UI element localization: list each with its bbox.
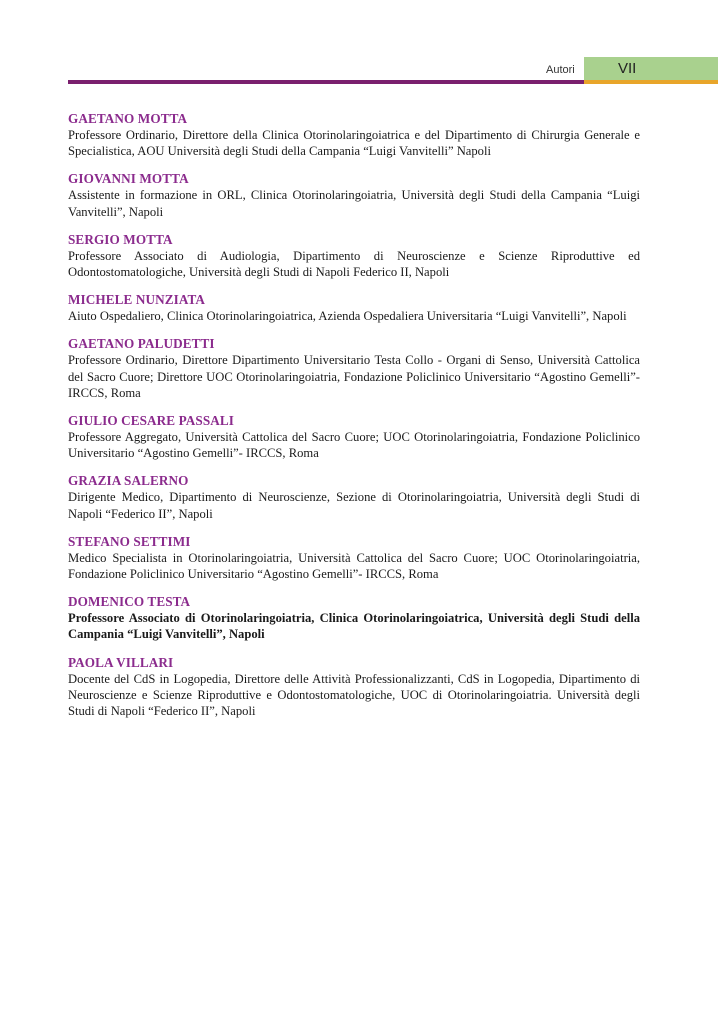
author-description: Professore Associato di Otorinolaringoiatria, Clinica Otorinolaringoiatrica, Università degli Studi della Campania “Luigi Vanvitelli”, Napoli	[68, 611, 640, 642]
author-name: GAETANO MOTTA	[68, 111, 188, 126]
author-entry	[68, 170, 640, 219]
author-list	[68, 110, 640, 730]
author-description: Professore Ordinario, Direttore Dipartimento Universitario Testa Collo - Organi di Senso, Università Cattolica del Sacro Cuore; Direttore UOC Otorinolaringoiatria, Fondazione Policlinico Universitario “Agostino Gemelli”- IRCCS, Roma	[68, 353, 640, 400]
author-entry	[68, 412, 640, 461]
header-rule-yellow	[584, 80, 718, 84]
author-description: Docente del CdS in Logopedia, Direttore delle Attività Professionalizzanti, CdS in Logopedia, Dipartimento di Neuroscienze e Scienze Riproduttive e Odontostomatologiche, UOC di Otorinolaringoiatria. Università degli Studi di Napoli “Federico II”, Napoli	[68, 671, 640, 719]
author-name: DOMENICO TESTA	[68, 594, 191, 610]
page-header	[0, 0, 718, 90]
author-description: Professore Associato di Audiologia, Dipartimento di Neuroscienze e Scienze Riproduttive ed Odontostomatologiche, Università degli Studi di Napoli Federico II, Napoli	[68, 248, 640, 280]
author-name: PAOLA VILLARI	[68, 654, 174, 670]
author-entry	[68, 593, 640, 642]
author-entry	[68, 110, 640, 159]
author-name: GAETANO PALUDETTI	[68, 336, 215, 352]
header-rule-purple	[68, 80, 584, 84]
page-number: VII	[584, 57, 718, 81]
author-name: GIULIO CESARE PASSALI	[68, 413, 235, 429]
author-description: Professore Aggregato, Università Cattolica del Sacro Cuore; UOC Otorinolaringoiatria, Fondazione Policlinico Universitario “Agostino Gemelli”- IRCCS, Roma	[68, 430, 640, 461]
author-name: GRAZIA SALERNO	[68, 473, 189, 489]
author-description: Assistente in formazione in ORL, Clinica Otorinolaringoiatria, Università degli Studi della Campania “Luigi Vanvitelli”, Napoli	[68, 188, 640, 219]
author-name: STEFANO SETTIMI	[68, 533, 191, 549]
author-name: MICHELE NUNZIATA	[68, 292, 206, 308]
author-description: Medico Specialista in Otorinolaringoiatria, Università Cattolica del Sacro Cuore; UOC Otorinolaringoiatria, Fondazione Policlinico Universitario “Agostino Gemelli”- IRCCS, Roma	[68, 550, 640, 582]
author-entry	[68, 335, 640, 401]
author-description: Dirigente Medico, Dipartimento di Neuroscienze, Sezione di Otorinolaringoiatria, Università degli Studi di Napoli “Federico II”, Napoli	[68, 490, 640, 521]
author-entry	[68, 533, 640, 582]
author-description: Aiuto Ospedaliero, Clinica Otorinolaringoiatrica, Azienda Ospedaliera Universitaria “Luigi Vanvitelli”, Napoli	[68, 309, 627, 324]
section-label: Autori	[546, 64, 575, 76]
author-entry	[68, 291, 640, 324]
author-entry	[68, 654, 640, 720]
author-name: GIOVANNI MOTTA	[68, 171, 189, 187]
author-entry	[68, 472, 640, 521]
author-name: SERGIO MOTTA	[68, 231, 173, 247]
author-entry	[68, 231, 640, 280]
author-description: Professore Ordinario, Direttore della Clinica Otorinolaringoiatrica e del Dipartimento di Chirurgia Generale e Specialistica, AOU Università degli Studi della Campania “Luigi Vanvitelli” Napoli	[68, 128, 640, 159]
